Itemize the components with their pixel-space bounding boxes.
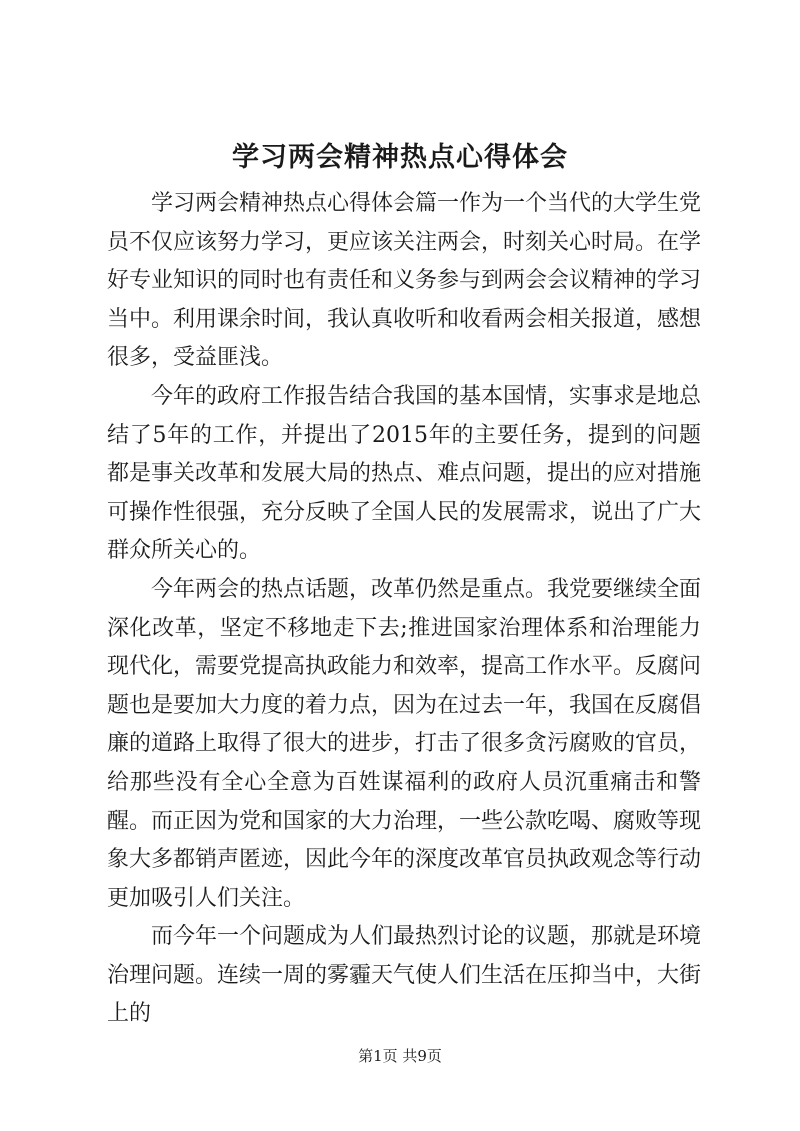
document-title: 学习两会精神热点心得体会: [232, 142, 568, 173]
body-paragraph-4: 而今年一个问题成为人们最热烈讨论的议题，那就是环境治理问题。连续一周的雾霾天气使人们生活在压抑当中，大街上的: [107, 924, 702, 1027]
body-paragraph-3: 今年两会的热点话题，改革仍然是重点。我党要继续全面深化改革，坚定不移地走下去;推进国家治理体系和治理能力现代化，需要党提高执政能力和效率，提高工作水平。反腐问题也是要加大力度的着力点，因为在过去一年，我国在反腐倡廉的道路上取得了很大的进步，打击了很多贪污腐败的官员，给那些没有全心全意为百姓谋福利的政府人员沉重痛击和警醒。而正因为党和国家的大力治理，一些公款吃喝、腐败等现象大多都销声匿迹，因此今年的深度改革官员执政观念等行动更加吸引人们关注。: [107, 576, 702, 911]
body-paragraph-2: 今年的政府工作报告结合我国的基本国情，实事求是地总结了5年的工作，并提出了2015年的主要任务，提到的问题都是事关改革和发展大局的热点、难点问题，提出的应对措施可操作性很强，充分反映了全国人民的发展需求，说出了广大群众所关心的。: [107, 383, 702, 564]
page-number-footer: 第1页 共9页: [358, 1047, 442, 1065]
body-paragraph-1: 学习两会精神热点心得体会篇一作为一个当代的大学生党员不仅应该努力学习，更应该关注两会，时刻关心时局。在学好专业知识的同时也有责任和义务参与到两会会议精神的学习当中。利用课余时间，我认真收听和收看两会相关报道，感想很多，受益匪浅。: [107, 191, 702, 371]
document-body: [107, 185, 701, 1034]
